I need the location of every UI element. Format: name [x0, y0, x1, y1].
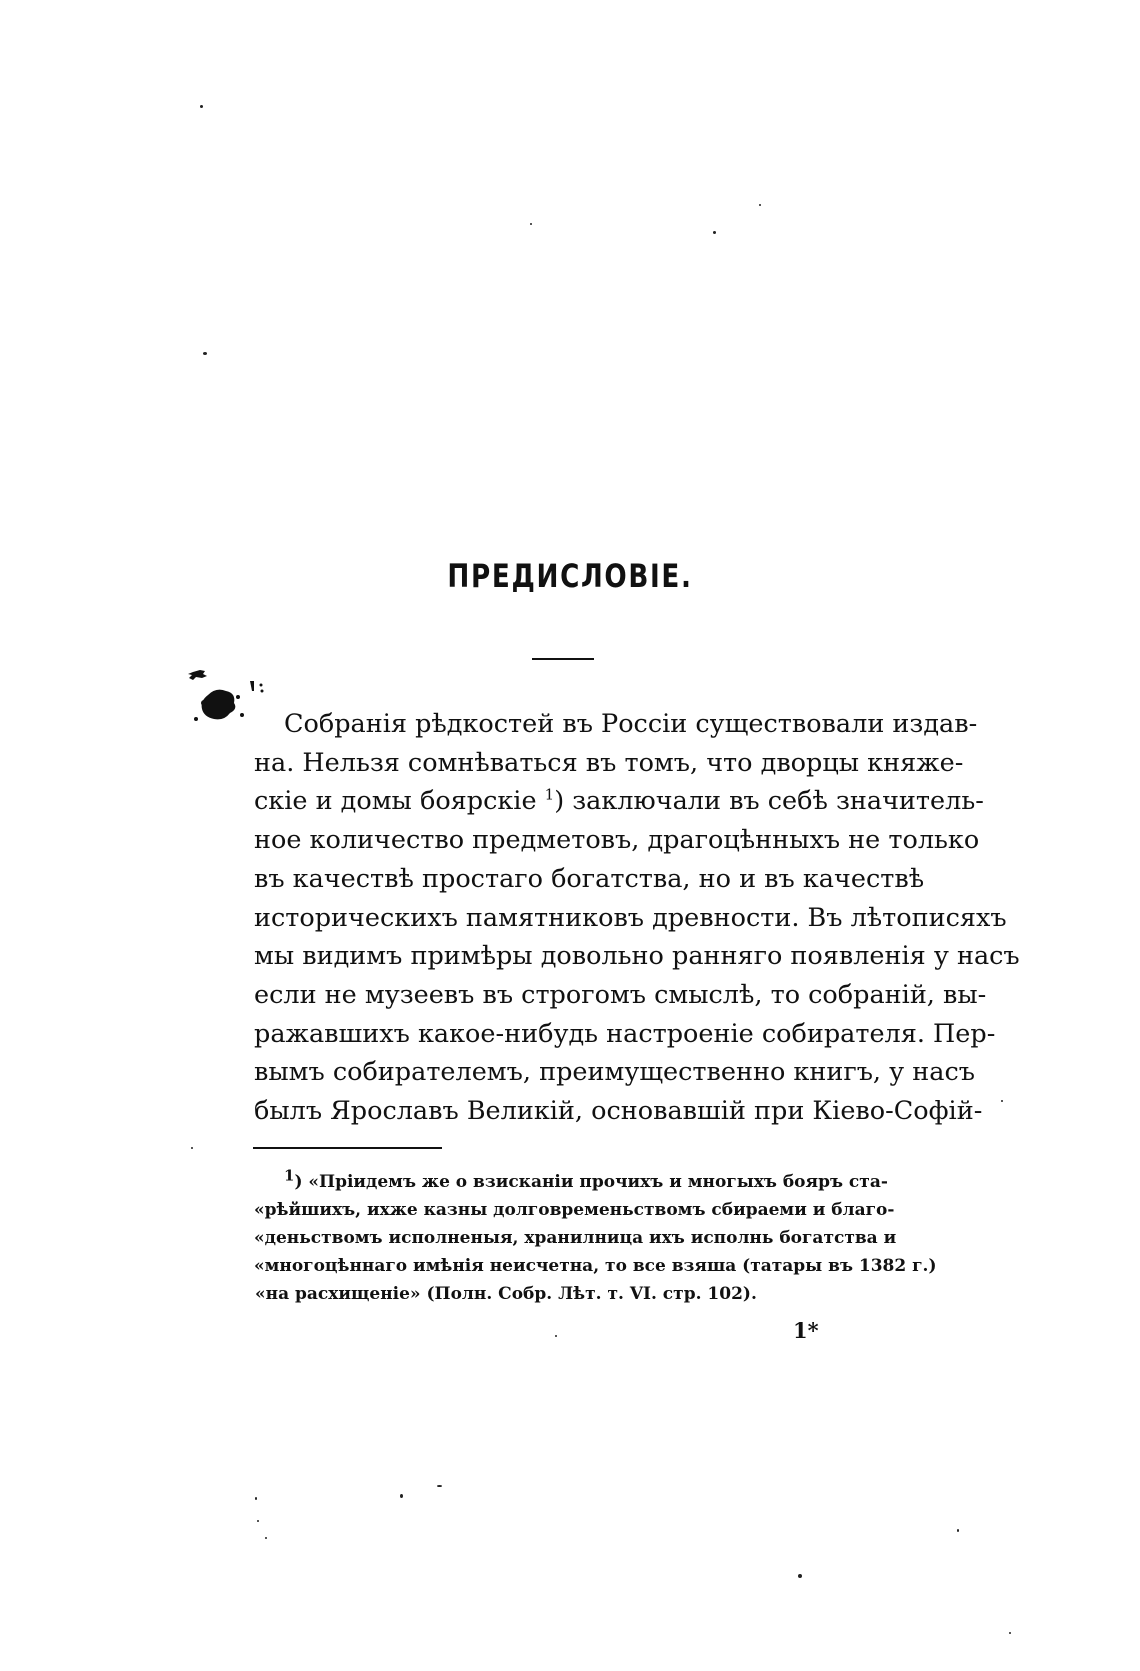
body-line: былъ Ярославъ Великій, основавшій при Кіево-Софій-: [254, 1096, 983, 1127]
print-speck: [957, 1529, 959, 1532]
print-speck: [400, 1494, 403, 1498]
page-title: ПРЕДИСЛОВІЕ.: [447, 557, 693, 595]
print-speck: [555, 1335, 557, 1337]
body-line: историческихъ памятниковъ древности. Въ лѣтописяхъ: [254, 902, 1007, 933]
print-speck: [191, 1147, 193, 1149]
print-speck: [203, 352, 207, 355]
print-speck: [759, 204, 761, 206]
body-line: Собранія рѣдкостей въ Россіи существовали издав-: [284, 709, 978, 739]
body-line: ное количество предметовъ, драгоцѣнныхъ не только: [254, 825, 980, 856]
print-speck: [257, 1520, 259, 1522]
print-speck: [200, 105, 203, 108]
footnote-line-text: ) «Пріидемъ же о взисканіи прочихъ и многыхъ бояръ ста-: [294, 1172, 888, 1192]
body-line-tail: ) заключали въ себѣ значитель-: [554, 786, 984, 817]
footnote-line: «на расхищеніе» (Полн. Собр. Лѣт. т. VI. стр. 102).: [255, 1284, 757, 1304]
footnote-rule: [253, 1147, 442, 1149]
body-line-with-footnote: [254, 782, 984, 821]
body-text: [254, 705, 1020, 1131]
footnote-line: «рѣйшихъ, ихже казны долговременьствомъ сбираеми и благо-: [254, 1200, 895, 1220]
footnote: [254, 1166, 937, 1308]
body-line: на. Нельзя сомнѣваться въ томъ, что дворцы княже-: [254, 747, 964, 778]
signature-mark: 1*: [793, 1318, 819, 1343]
print-speck: [1001, 1100, 1003, 1102]
print-speck: [1009, 1632, 1011, 1634]
print-speck: [437, 1485, 442, 1487]
body-line: ражавшихъ какое-нибудь настроеніе собирателя. Пер-: [254, 1018, 996, 1049]
print-speck: [713, 231, 716, 234]
footnote-line: [254, 1166, 888, 1196]
print-speck: [265, 1537, 267, 1539]
body-line: мы видимъ примѣры довольно ранняго появленія у насъ: [254, 941, 1020, 972]
print-speck: [255, 1497, 257, 1500]
body-line: если не музеевъ въ строгомъ смыслѣ, то собраній, вы-: [254, 979, 987, 1010]
title-rule: [532, 658, 594, 660]
body-line-head: скіе и домы боярскіе: [254, 786, 537, 817]
print-speck: [530, 223, 532, 225]
footnote-line: «многоцѣннаго имѣнія неисчетна, то все взяша (татары въ 1382 г.): [254, 1256, 937, 1276]
footnote-marker: 1: [284, 1166, 295, 1185]
footnote-line: «деньствомъ исполненыя, хранилница ихъ исполнь богатства и: [254, 1228, 897, 1248]
body-line: вымъ собирателемъ, преимущественно книгъ, у насъ: [254, 1057, 975, 1088]
body-line: въ качествѣ простаго богатства, но и въ качествѣ: [254, 863, 925, 894]
footnote-reference[interactable]: 1: [544, 785, 555, 804]
print-speck: [798, 1574, 802, 1578]
